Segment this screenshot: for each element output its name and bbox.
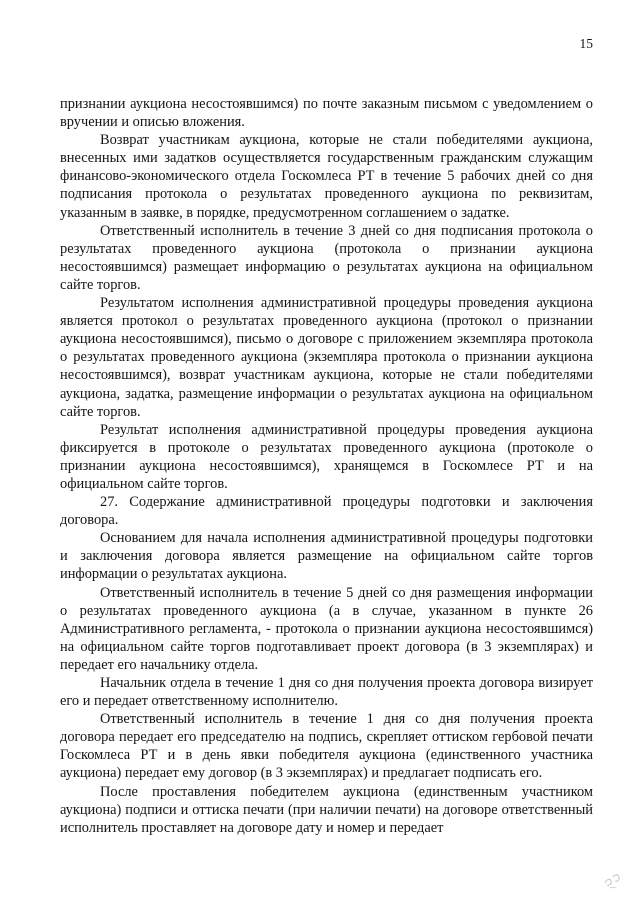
paragraph-grounds: Основанием для начала исполнения административной процедуры подготовки и заключения договора является размещение на официальном сайте торгов информации о результатах аукциона.	[60, 530, 593, 583]
paragraph-continuation: признании аукциона несостоявшимся) по почте заказным письмом с уведомлением о вручении и описью вложения.	[60, 96, 593, 131]
paragraph-procedure-result: Результатом исполнения административной процедуры проведения аукциона является протокол о результатах проведенного аукциона (протокол о признании аукциона несостоявшимся), письмо о договоре с приложением экземпляра протокола о результатах проведенного аукциона (экземпляра протокола о признании аукциона несостоявшимся), возврат участникам аукциона, которые не стали победителями аукциона, задатка, размещение информации о результатах аукциона на официальном сайте торгов.	[60, 295, 593, 420]
page-number: 15	[579, 36, 593, 51]
paragraph-publish-info: Ответственный исполнитель в течение 3 дней со дня подписания протокола о результатах проведенного аукциона (протокола о признании аукциона несостоявшимся) размещает информацию о результатах аукциона на официальном сайте торгов.	[60, 222, 593, 293]
paragraph-deposit-return: Возврат участникам аукциона, которые не стали победителями аукциона, внесенных ими задатков осуществляется государственным гражданским служащим финансово-экономического отдела Госкомлеса РТ в течение 5 рабочих дней со дня подписания протокола о результатах проведенного аукциона по реквизитам, указанным в заявке, в порядке, предусмотренном соглашением о задатке.	[60, 132, 593, 221]
document-body	[60, 95, 593, 837]
paragraph-result-recording: Результат исполнения административной процедуры проведения аукциона фиксируется в протоколе о результатах проведенного аукциона (протоколе о признании аукциона несостоявшимся), хранящемся в Госкомлесе РТ и на официальном сайте торгов.	[60, 421, 593, 492]
paragraph-head-approval: Начальник отдела в течение 1 дня со дня получения проекта договора визирует его и передает ответственному исполнителю.	[60, 675, 593, 710]
paragraph-signing: Ответственный исполнитель в течение 1 дня со дня получения проекта договора передает его председателю на подпись, скрепляет оттиском гербовой печати Госкомлеса РТ и в день явки победителя аукциона (единственного участника аукциона) передает ему договор (в 3 экземплярах) и предлагает подписать его.	[60, 711, 593, 782]
section-heading-27: 27. Содержание административной процедуры подготовки и заключения договора.	[60, 494, 593, 529]
paragraph-after-signing: После проставления победителем аукциона (единственным участником аукциона) подписи и оттиска печати (при наличии печати) на договоре ответственный исполнитель проставляет на договоре дату и номер и передает	[60, 783, 593, 836]
handwritten-mark-icon	[602, 869, 624, 891]
paragraph-draft-preparation: Ответственный исполнитель в течение 5 дней со дня размещения информации о результатах проведенного аукциона (а в случае, указанном в пункте 26 Административного регламента, - протокола о признании аукциона несостоявшимся) на официальном сайте торгов подготавливает проект договора (в 3 экземплярах) и передает его начальнику отдела.	[60, 584, 593, 673]
